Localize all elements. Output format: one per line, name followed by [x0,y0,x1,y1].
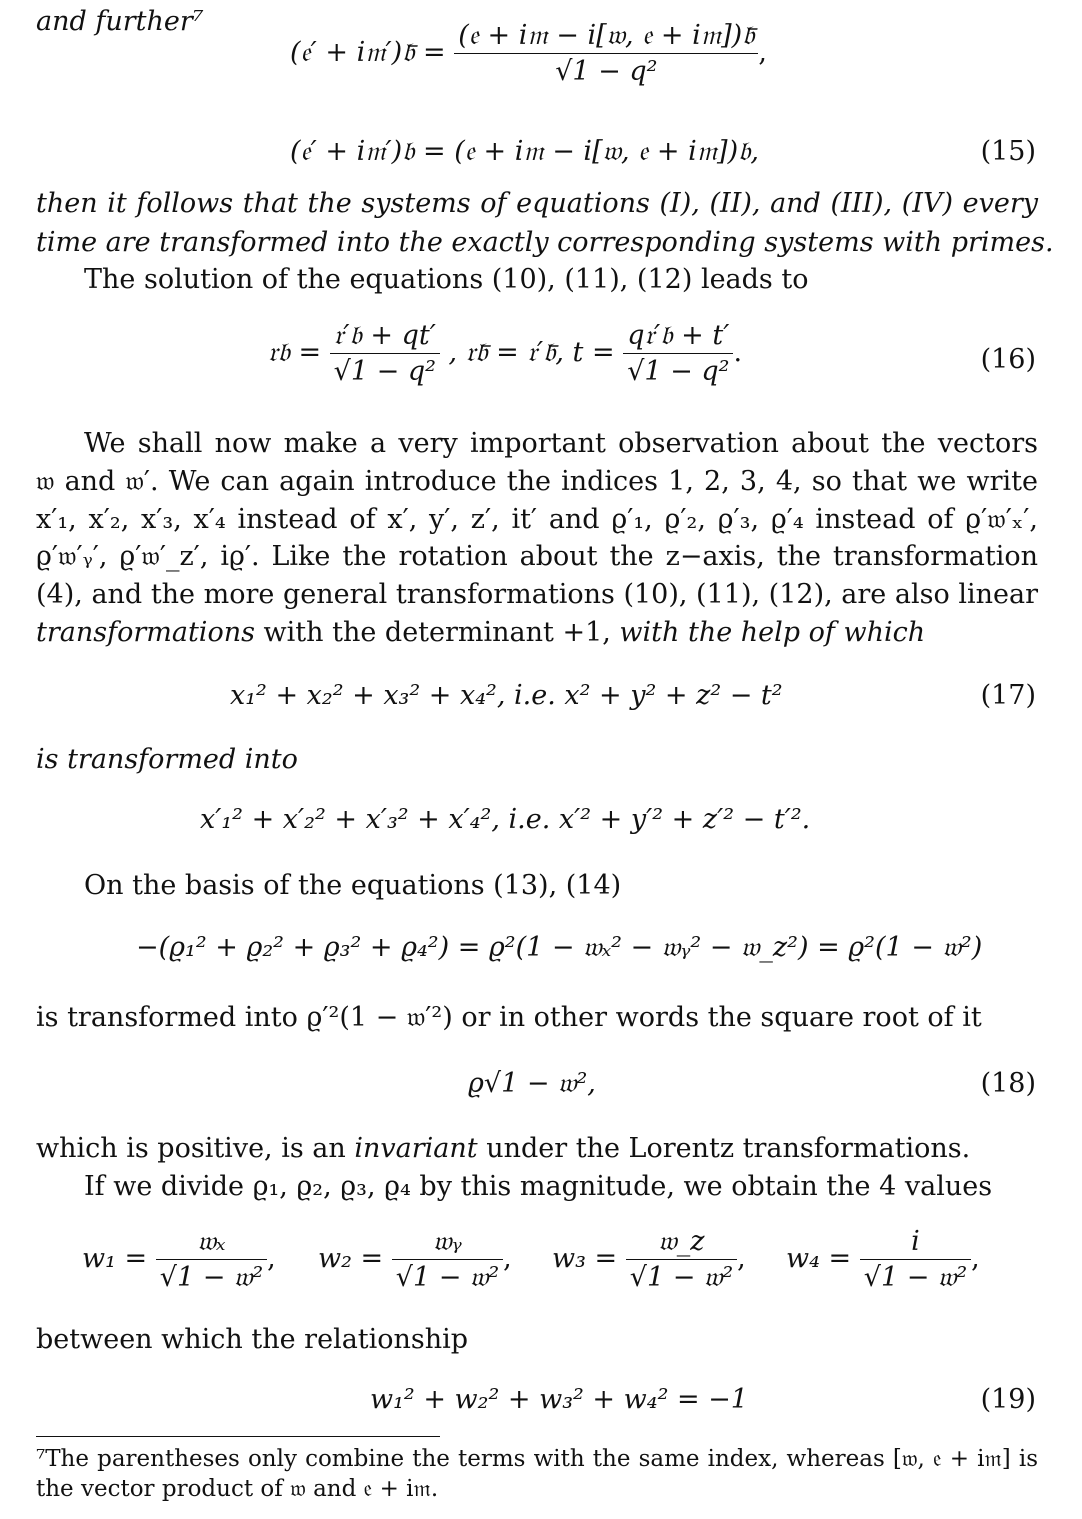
text-line: is transformed into ϱ′²(1 − 𝔴′²) or in other words the square root of it [36,1002,982,1033]
equation-17b: x′₁² + x′₂² + x′₃² + x′₄², i.e. x′² + y′² + z′² − t′². [200,804,811,835]
equation-w2: w₂ = $\frac{\text{𝔴ᵧ}}{\text{√1 − 𝔴²}}$ , [318,1226,512,1293]
denominator: √1 − q² [330,353,440,385]
text-span: invariant [354,1133,478,1164]
text-line: We shall now make a very important observation about the vectors [84,428,1038,459]
equation-w1: w₁ = $\frac{\text{𝔴ₓ}}{\text{√1 − 𝔴²}}$ , [82,1226,276,1293]
numerator: 𝔯′𝔟 + qt′ [333,320,436,351]
denominator: √1 − q² [623,353,733,385]
text-line: On the basis of the equations (13), (14) [84,870,622,901]
denominator: √1 − 𝔴² [156,1259,267,1291]
text-line: then it follows that the systems of equations (I), (II), and (III), (IV) every [36,188,1038,219]
eq-lhs: (𝔢′ + i𝔪′)𝔟̄ = [290,37,446,68]
fraction [156,1228,267,1291]
text-line: and further⁷ [36,6,204,37]
equation-18: ϱ√1 − 𝔴², [468,1068,596,1099]
fraction [454,22,758,85]
text-line: (4), and the more general transformations (10), (11), (12), are also linear [36,579,1038,610]
text-line: The solution of the equations (10), (11), (12) leads to [84,264,809,295]
equation-w3: w₃ = $\frac{\text{𝔴\_z}}{\text{√1 − 𝔴²}}$ , [552,1226,746,1293]
numerator: (𝔢 + i𝔪 − i[𝔴, 𝔢 + i𝔪])𝔟̄ [458,20,755,51]
equation-19: w₁² + w₂² + w₃² + w₄² = −1 [370,1384,748,1415]
fraction [623,322,733,385]
text-line: ϱ′𝔴′ᵧ′, ϱ′𝔴′_z′, iϱ′. Like the rotation about the z−axis, the transformation [36,541,1038,572]
equation-rho: −(ϱ₁² + ϱ₂² + ϱ₃² + ϱ₄²) = ϱ²(1 − 𝔴ₓ² − 𝔴ᵧ² − 𝔴_z²) = ϱ²(1 − 𝔴²) [136,932,983,963]
equation-15a: (𝔢′ + i𝔪′)𝔟̄ = $\frac{\text{(𝔢 + i𝔪 − i[𝔴, 𝔢 + i𝔪])𝔟̄}}{\text{√1 − q²}}$ , [290,20,768,87]
text-line: If we divide ϱ₁, ϱ₂, ϱ₃, ϱ₄ by this magnitude, we obtain the 4 values [84,1171,993,1202]
equation-number: (17) [980,680,1036,711]
denominator: √1 − q² [454,53,758,85]
text-line: between which the relationship [36,1324,469,1355]
fraction [330,322,440,385]
eq-part: w₂ = [318,1243,384,1274]
equation-number: (19) [980,1384,1036,1415]
equation-number: (18) [980,1068,1036,1099]
text-line: time are transformed into the exactly corresponding systems with primes. [36,227,1054,258]
footnote-line: ⁷The parentheses only combine the terms with the same index, whereas [𝔴, 𝔢 + i𝔪] is [36,1446,1038,1472]
equation-17: x₁² + x₂² + x₃² + x₄², i.e. x² + y² + z² − t² [230,680,783,711]
eq-part: , 𝔯𝔟̄ = 𝔯′𝔟̄, t = [448,337,615,368]
equation-number: (16) [980,344,1036,375]
numerator: 𝔴ᵧ [433,1226,462,1257]
equation-number: (15) [980,136,1036,167]
equation-w4: w₄ = $\frac{i}{\text{√1 − 𝔴²}}$ , [786,1226,980,1293]
fraction [392,1228,503,1291]
text-span: which is positive, is an [36,1133,355,1164]
denominator: √1 − 𝔴² [392,1259,503,1291]
numerator: i [911,1226,920,1257]
text-span: under the Lorentz transformations. [477,1133,971,1164]
footnote-line: the vector product of 𝔴 and 𝔢 + i𝔪. [36,1476,439,1502]
text-line: x′₁, x′₂, x′₃, x′₄ instead of x′, y′, z′, it′ and ϱ′₁, ϱ′₂, ϱ′₃, ϱ′₄ instead of ϱ′𝔴′ₓ′, [36,504,1038,535]
text-span: with the help of which [619,617,926,648]
text-line: 𝔴 and 𝔴′. We can again introduce the indices 1, 2, 3, 4, so that we write [36,466,1038,497]
numerator: q𝔯′𝔟 + t′ [627,320,730,351]
text-line [36,1135,970,1162]
eq-part: w₃ = [552,1243,618,1274]
denominator: √1 − 𝔴² [860,1259,971,1291]
fraction [860,1228,971,1291]
numerator: 𝔴ₓ [197,1226,226,1257]
equation-16: 𝔯𝔟 = $\frac{\text{𝔯′𝔟 + qt′}}{\text{√1 − q²}}$ , 𝔯𝔟̄ = 𝔯′𝔟̄, t = $\frac{\text{q𝔯′𝔟 + t′}}{\text{√1 − q²}}$ . [268,320,743,387]
eq-part: w₄ = [786,1243,852,1274]
eq-part: 𝔯𝔟 = [268,337,322,368]
text-line [36,619,925,646]
denominator: √1 − 𝔴² [626,1259,737,1291]
eq-part: w₁ = [82,1243,148,1274]
equation-15b: (𝔢′ + i𝔪′)𝔟 = (𝔢 + i𝔪 − i[𝔴, 𝔢 + i𝔪])𝔟, [290,136,759,167]
fraction [626,1228,737,1291]
text-line: is transformed into [36,744,298,775]
numerator: 𝔴_z [658,1226,705,1257]
text-span: with the determinant +1, [254,617,620,648]
footnote-rule [36,1436,440,1437]
text-span: transformations [36,617,255,648]
